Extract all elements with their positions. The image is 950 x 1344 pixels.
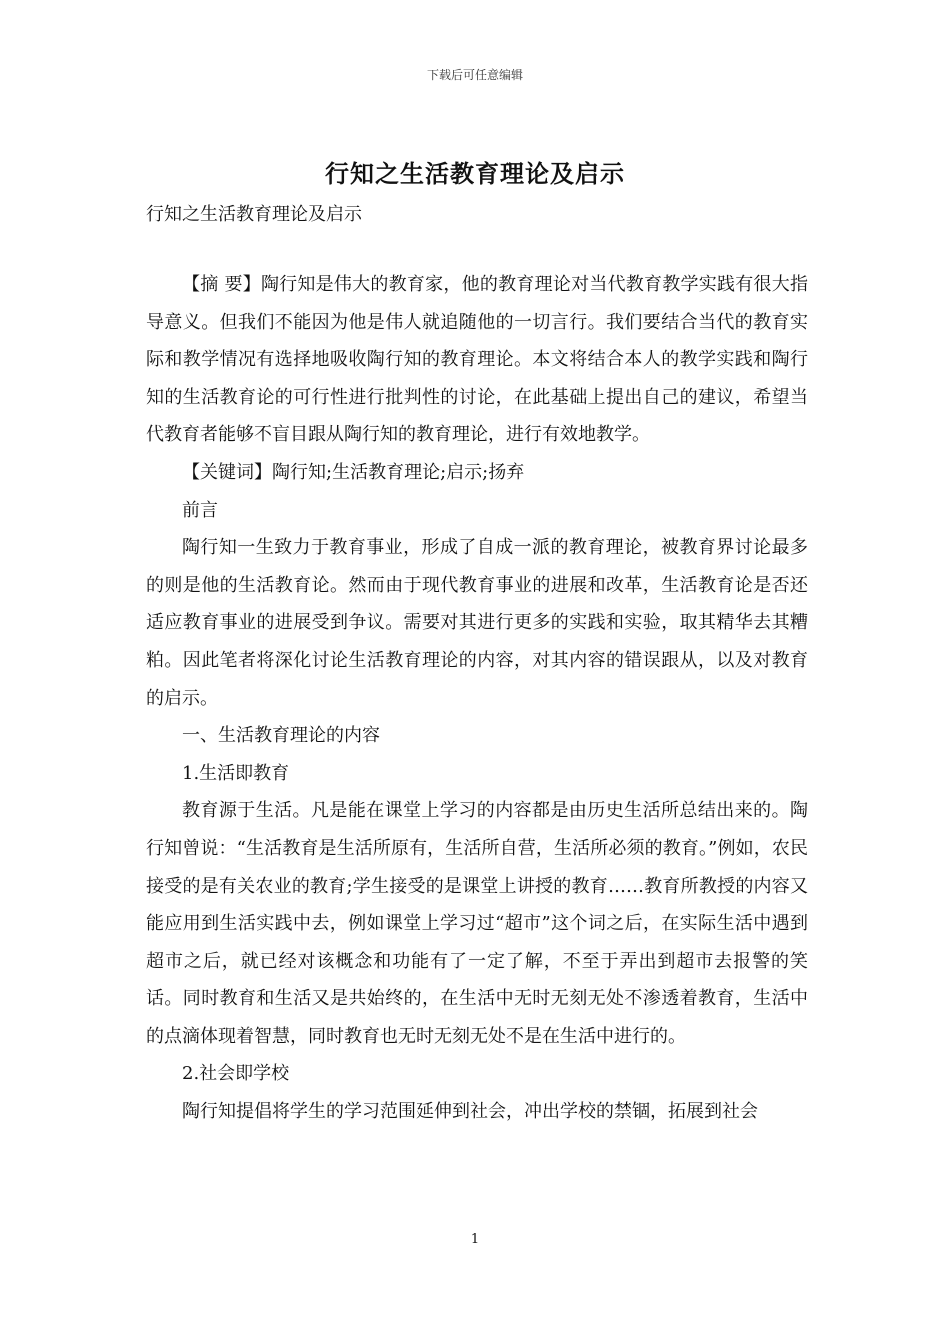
section-heading-1: 一、生活教育理论的内容 xyxy=(182,725,380,747)
subsection-heading-1-1: 1.生活即教育 xyxy=(182,762,290,784)
document-body xyxy=(146,266,808,1131)
body-paragraph: 陶行知提倡将学生的学习范围延伸到社会，冲出学校的禁锢，拓展到社会 xyxy=(182,1101,758,1123)
subsection-heading-1-2: 2.社会即学校 xyxy=(182,1063,290,1085)
page-number: 1 xyxy=(470,1232,480,1247)
preface-paragraph: 陶行知一生致力于教育事业，形成了自成一派的教育理论，被教育界讨论最多的则是他的生活教育论。然而由于现代教育事业的进展和改革，生活教育论是否还适应教育事业的进展受到争议。需要对其进行更多的实践和实验，取其精华去其糟粕。因此笔者将深化讨论生活教育理论的内容，对其内容的错误跟从，以及对教育的启示。 xyxy=(146,537,808,709)
page-header: 下载后可任意编辑 xyxy=(426,68,523,82)
keywords-paragraph: 【关键词】陶行知;生活教育理论;启示;扬弃 xyxy=(182,461,525,483)
document-subtitle: 行知之生活教育理论及启示 xyxy=(146,204,362,225)
abstract-paragraph: 【摘 要】陶行知是伟大的教育家，他的教育理论对当代教育教学实践有很大指导意义。但我们不能因为他是伟人就追随他的一切言行。我们要结合当代的教育实际和教学情况有选择地吸收陶行知的教育理论。本文将结合本人的教学实践和陶行知的生活教育论的可行性进行批判性的讨论，在此基础上提出自己的建议，希望当代教育者能够不盲目跟从陶行知的教育理论，进行有效地教学。 xyxy=(146,274,808,446)
document-title: 行知之生活教育理论及启示 xyxy=(325,159,625,188)
section-heading-preface: 前言 xyxy=(182,499,218,521)
body-paragraph: 教育源于生活。凡是能在课堂上学习的内容都是由历史生活所总结出来的。陶行知曾说：“生活教育是生活所原有，生活所自营，生活所必须的教育。”例如，农民接受的是有关农业的教育;学生接受的是课堂上讲授的教育……教育所教授的内容又能应用到生活实践中去，例如课堂上学习过“超市”这个词之后，在实际生活中遇到超市之后，就已经对该概念和功能有了一定了解，不至于弄出到超市去报警的笑话。同时教育和生活又是共始终的，在生活中无时无刻无处不渗透着教育，生活中的点滴体现着智慧，同时教育也无时无刻无处不是在生活中进行的。 xyxy=(146,800,808,1047)
